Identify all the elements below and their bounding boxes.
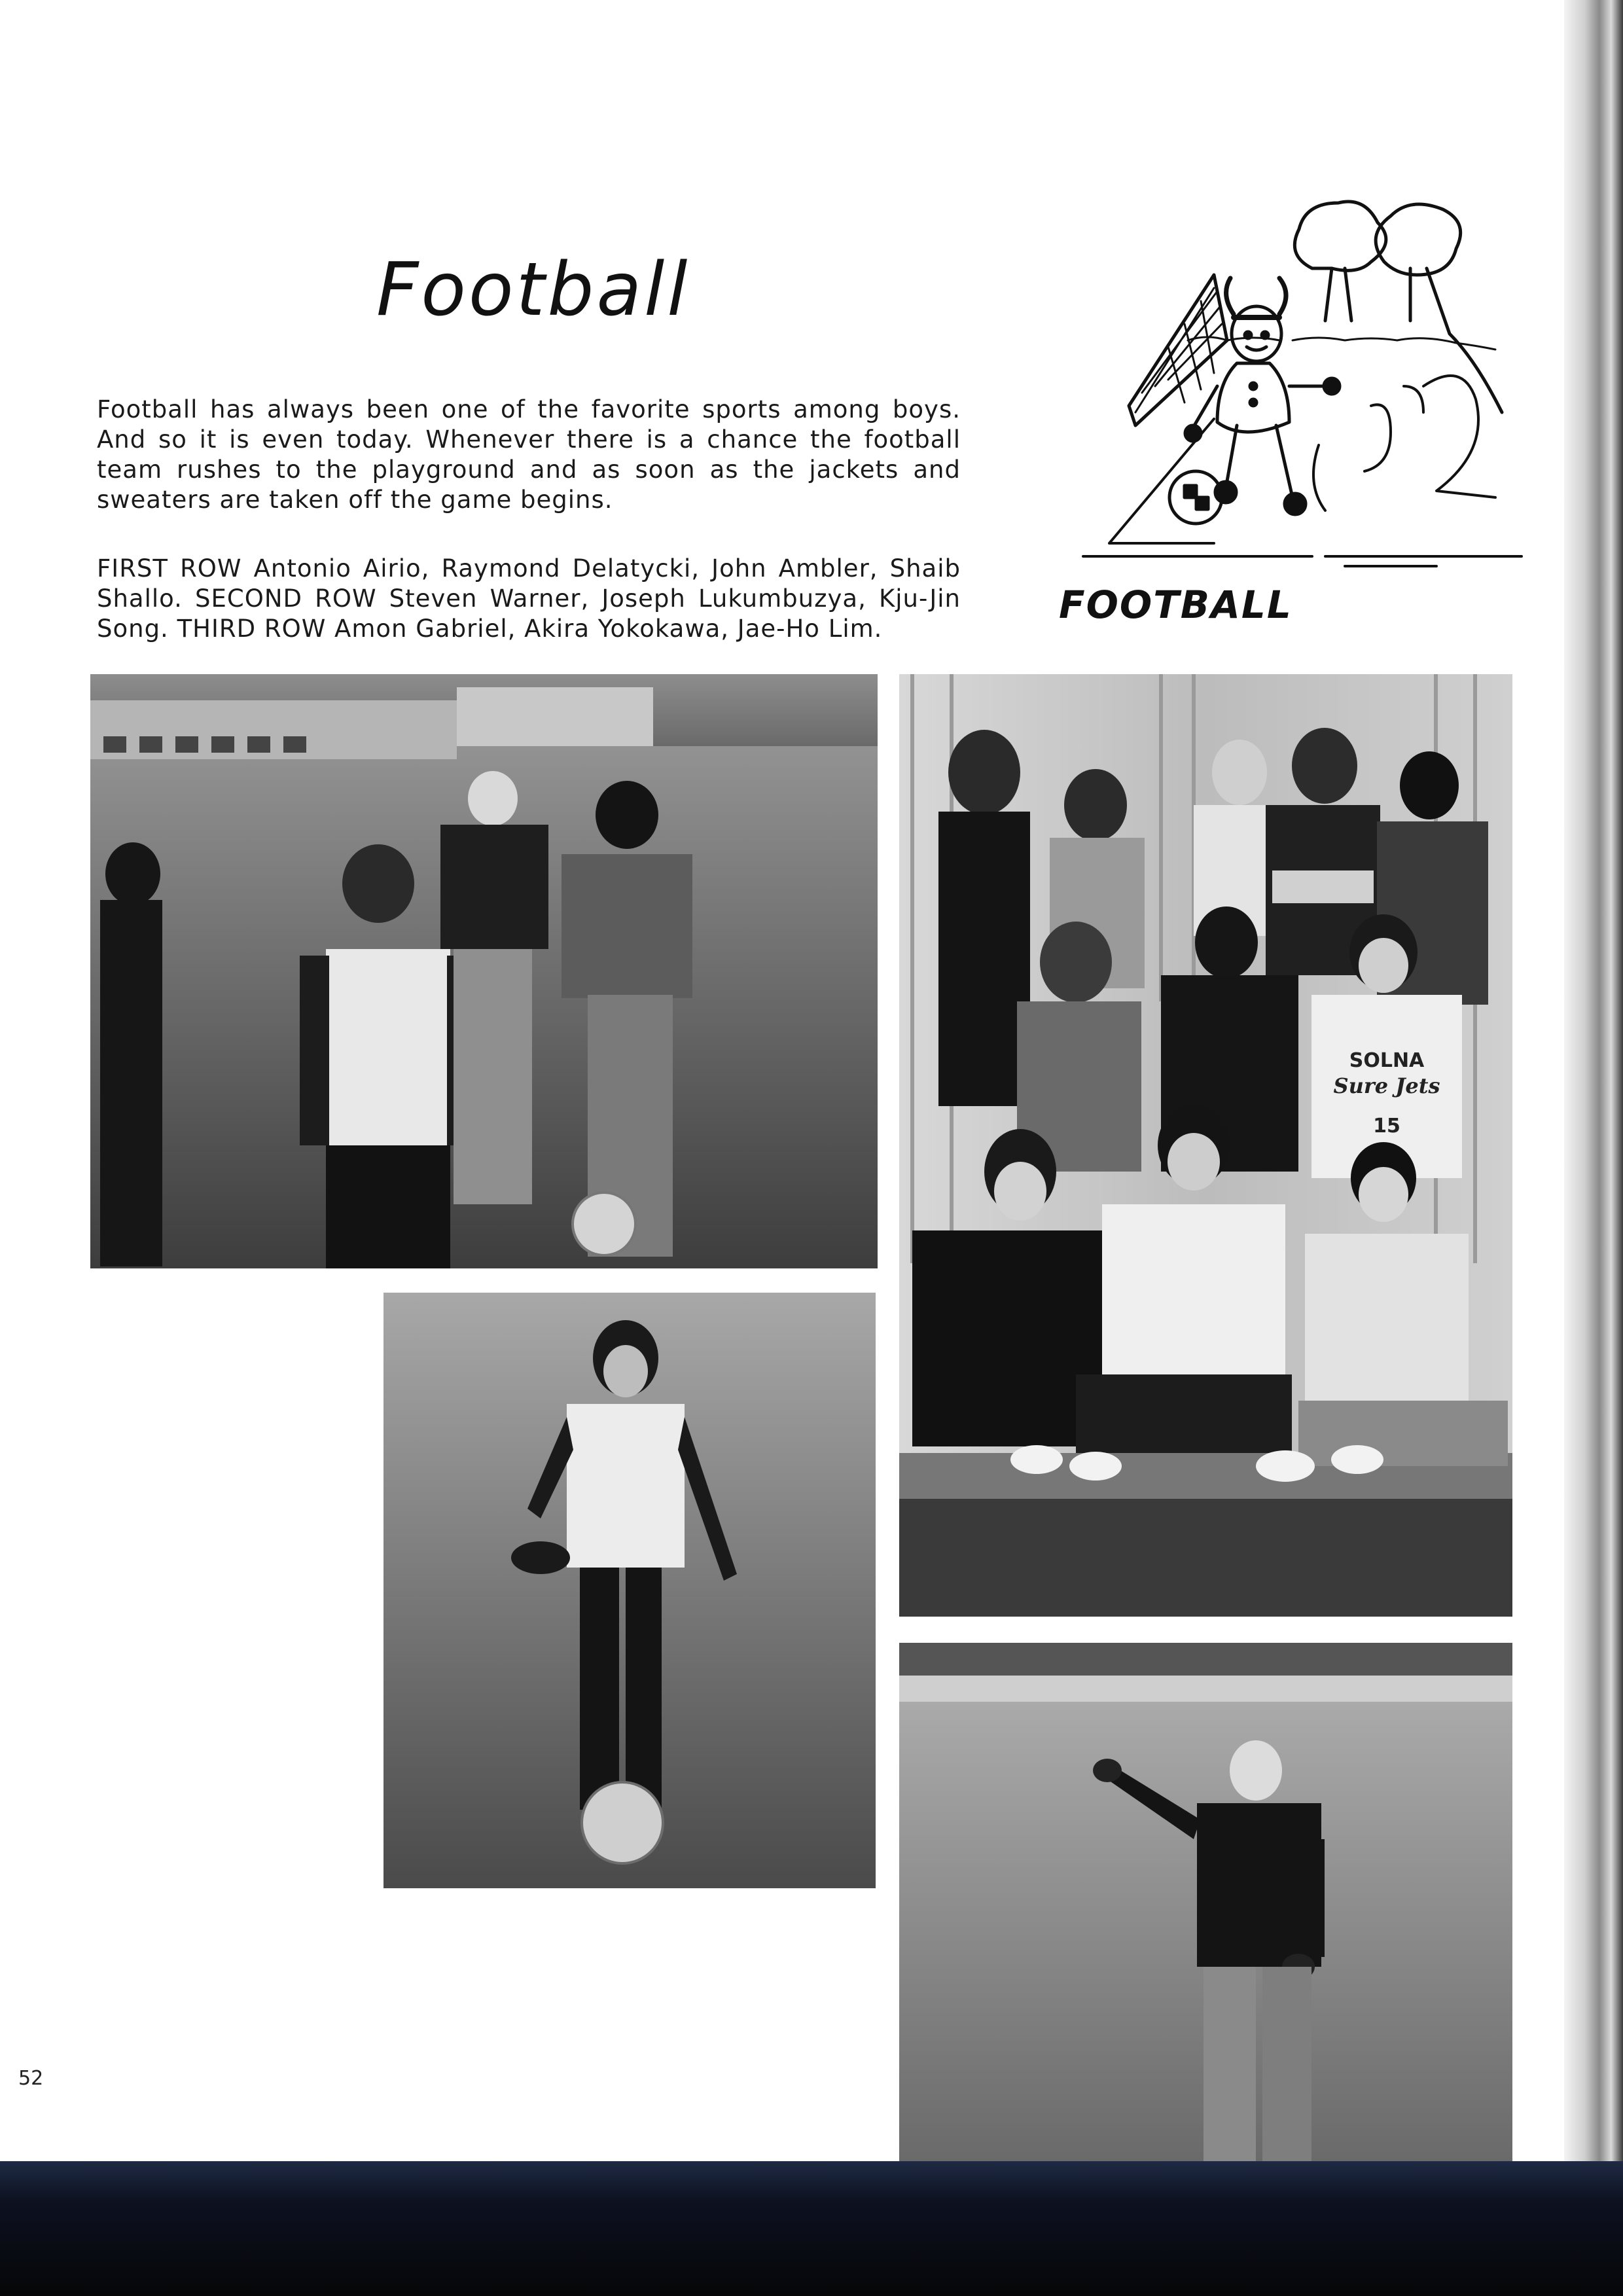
page-title: Football xyxy=(376,247,690,332)
photo-team-group xyxy=(899,674,1512,1617)
page-number: 52 xyxy=(18,2067,44,2090)
photo-coach xyxy=(899,1643,1512,2161)
drawing-caption: FOOTBALL xyxy=(1059,583,1293,627)
shirt-number: 15 xyxy=(1373,1115,1400,1138)
shirt-text-solna: SOLNA xyxy=(1349,1049,1425,1072)
shirt-text-jets: Sure Jets xyxy=(1333,1073,1440,1098)
photo-player-dribbling xyxy=(383,1293,876,1888)
intro-paragraph: Football has always been one of the favorite sports among boys. And so it is even today. Whenever there is a chance the football team rushes to the playground and as soon as the jackets and sweaters are taken off the game begins. xyxy=(97,395,961,514)
roster-caption: FIRST ROW Antonio Airio, Raymond Delatycki, John Ambler, Shaib Shallo. SECOND ROW Steven Warner, Joseph Lukumbuzya, Kju-Jin Song. THIRD ROW Amon Gabriel, Akira Yokokawa, Jae-Ho Lim. xyxy=(97,554,961,643)
scanner-bottom-band xyxy=(0,2161,1623,2296)
football-drawing xyxy=(1018,190,1528,569)
book-binding-edge xyxy=(1564,0,1623,2296)
photo-field-game xyxy=(90,674,878,1268)
